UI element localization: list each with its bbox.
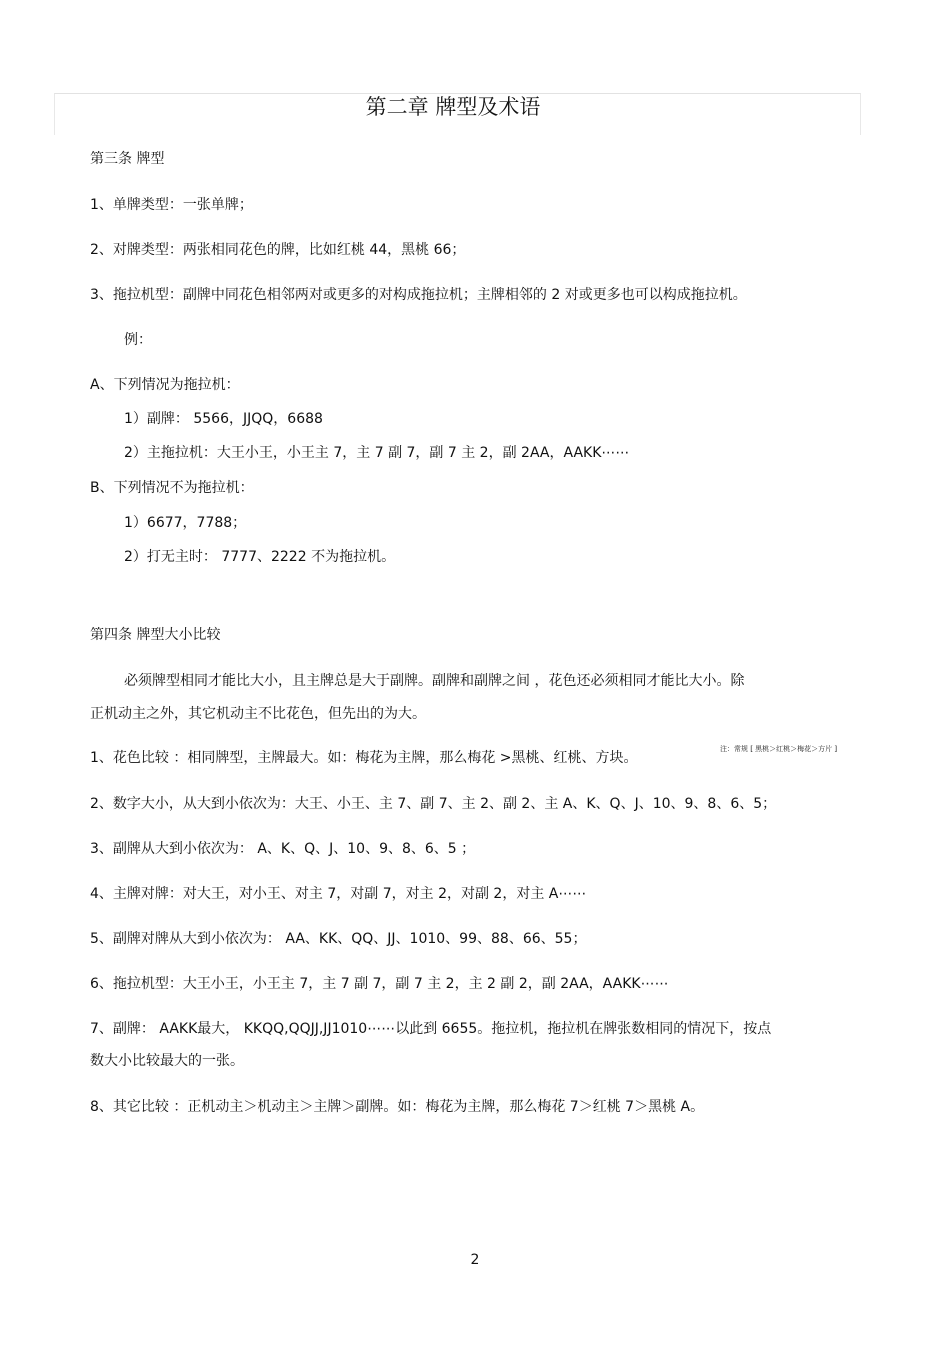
paragraph: 8、其它比较 ：正机动主＞机动主＞主牌＞副牌。如：梅花为主牌，那么梅花 7＞红桃 7＞黑桃 A。 (90, 1099, 705, 1115)
list-heading: B、下列情况不为拖拉机： (90, 480, 254, 496)
paragraph: 2、对牌类型：两张相同花色的牌，比如红桃 44，黑桃 66； (90, 242, 466, 258)
paragraph: 3、拖拉机型：副牌中同花色相邻两对或更多的对构成拖拉机；主牌相邻的 2 对或更多也可以构成拖拉机。 (90, 287, 747, 303)
section-heading: 第三条 牌型 (90, 151, 165, 167)
paragraph: 必须牌型相同才能比大小，且主牌总是大于副牌。副牌和副牌之间 ，花色还必须相同才能比大小。除 (124, 673, 745, 689)
paragraph: 3、副牌从大到小依次为： A、K、Q、J、10、9、8、6、5 ； (90, 841, 476, 857)
page-number: 2 (470, 1252, 480, 1268)
paragraph: 1、花色比较 ：相同牌型，主牌最大。如：梅花为主牌，那么梅花 >黑桃、红桃、方块。 (90, 750, 638, 766)
footnote: 注：常规 [ 黑桃＞红桃＞梅花＞方片 ] (720, 745, 838, 753)
paragraph: 2、数字大小，从大到小依次为：大王、小王、主 7、副 7、主 2、副 2、主 A、K、Q、J、10、9、8、6、5； (90, 796, 777, 812)
paragraph: 5、副牌对牌从大到小依次为： AA、KK、QQ、JJ、1010、99、88、66、55； (90, 931, 587, 947)
list-item: 1）副牌： 5566，JJQQ，6688 (124, 411, 323, 427)
paragraph: 正机动主之外，其它机动主不比花色，但先出的为大。 (90, 706, 426, 722)
list-item: 2）打无主时： 7777、2222 不为拖拉机。 (124, 549, 396, 565)
paragraph: 1、单牌类型：一张单牌； (90, 197, 253, 213)
section-heading: 第四条 牌型大小比较 (90, 627, 221, 643)
paragraph: 4、主牌对牌：对大王，对小王、对主 7，对副 7，对主 2，对副 2，对主 A⋯⋯ (90, 886, 587, 902)
paragraph: 7、副牌： AAKK最大， KKQQ,QQJJ,JJ1010⋯⋯以此到 6655。拖拉机，拖拉机在牌张数相同的情况下，按点 (90, 1021, 772, 1037)
example-label: 例： (124, 332, 152, 348)
list-item: 1）6677，7788； (124, 515, 247, 531)
paragraph: 数大小比较最大的一张。 (90, 1053, 244, 1069)
list-heading: A、下列情况为拖拉机： (90, 377, 240, 393)
paragraph: 6、拖拉机型：大王小王，小王主 7，主 7 副 7，副 7 主 2，主 2 副 2，副 2AA，AAKK⋯⋯ (90, 976, 669, 992)
list-item: 2）主拖拉机：大王小王，小王主 7，主 7 副 7，副 7 主 2，副 2AA，AAKK⋯⋯ (124, 445, 630, 461)
chapter-title: 第二章 牌型及术语 (365, 95, 541, 119)
